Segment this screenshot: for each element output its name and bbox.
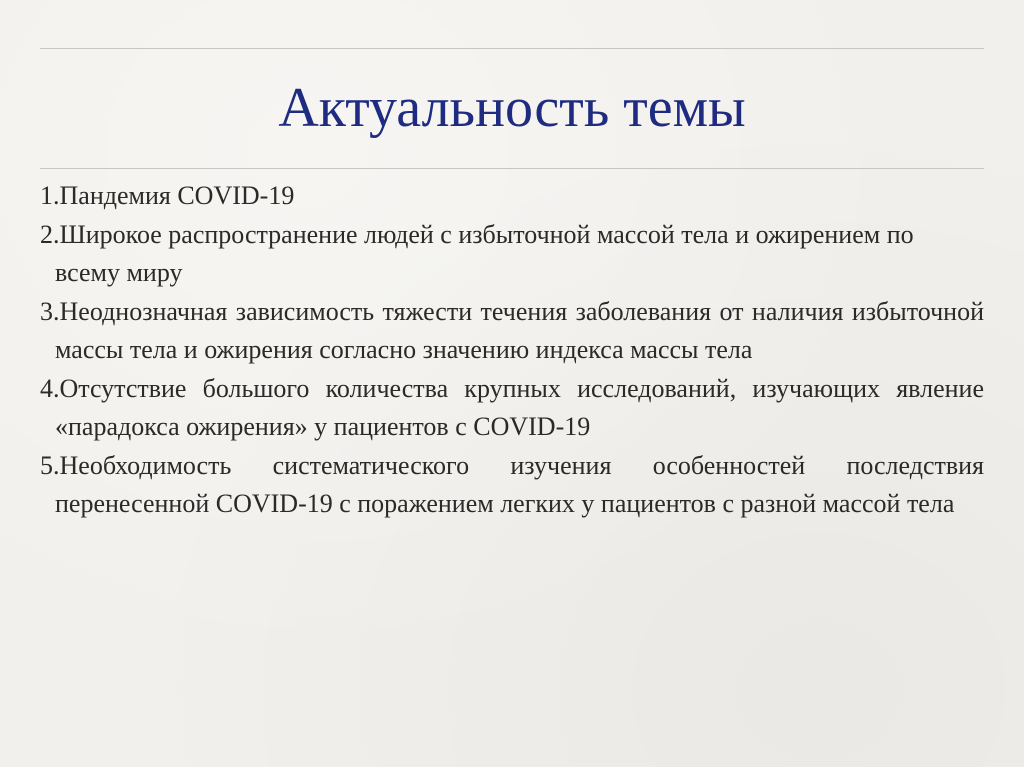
- list-item-2: [40, 216, 984, 293]
- list-item-number: 1.: [40, 181, 60, 210]
- list-item-3: [40, 293, 984, 370]
- list-item-number: 3.: [40, 296, 60, 326]
- top-divider: [40, 48, 984, 49]
- title-divider: [40, 168, 984, 169]
- numbered-list: [40, 177, 984, 524]
- list-item-4: [40, 370, 984, 447]
- list-item-text: Отсутствие большого количества крупных исследований, изучающих явление «парадокса ожирения» у пациентов с COVID-19: [55, 373, 984, 441]
- list-item-text: Неоднозначная зависимость тяжести течения заболевания от наличия избыточной массы тела и ожирения согласно значению индекса массы тела: [55, 296, 984, 364]
- list-item-text: Необходимость систематического изучения особенностей последствия перенесенной COVID-19 с поражением легких у пациентов с разной массой тела: [55, 450, 984, 518]
- list-item-text: Пандемия COVID-19: [59, 181, 295, 210]
- list-item-number: 4.: [40, 373, 60, 403]
- list-item-text: Широкое распространение людей с избыточной массой тела и ожирением по всему миру: [55, 219, 914, 287]
- slide-title: Актуальность темы: [278, 77, 746, 139]
- list-item-number: 5.: [40, 450, 60, 480]
- list-item-5: [40, 447, 984, 524]
- list-item-1: [40, 177, 984, 216]
- list-item-number: 2.: [40, 219, 60, 249]
